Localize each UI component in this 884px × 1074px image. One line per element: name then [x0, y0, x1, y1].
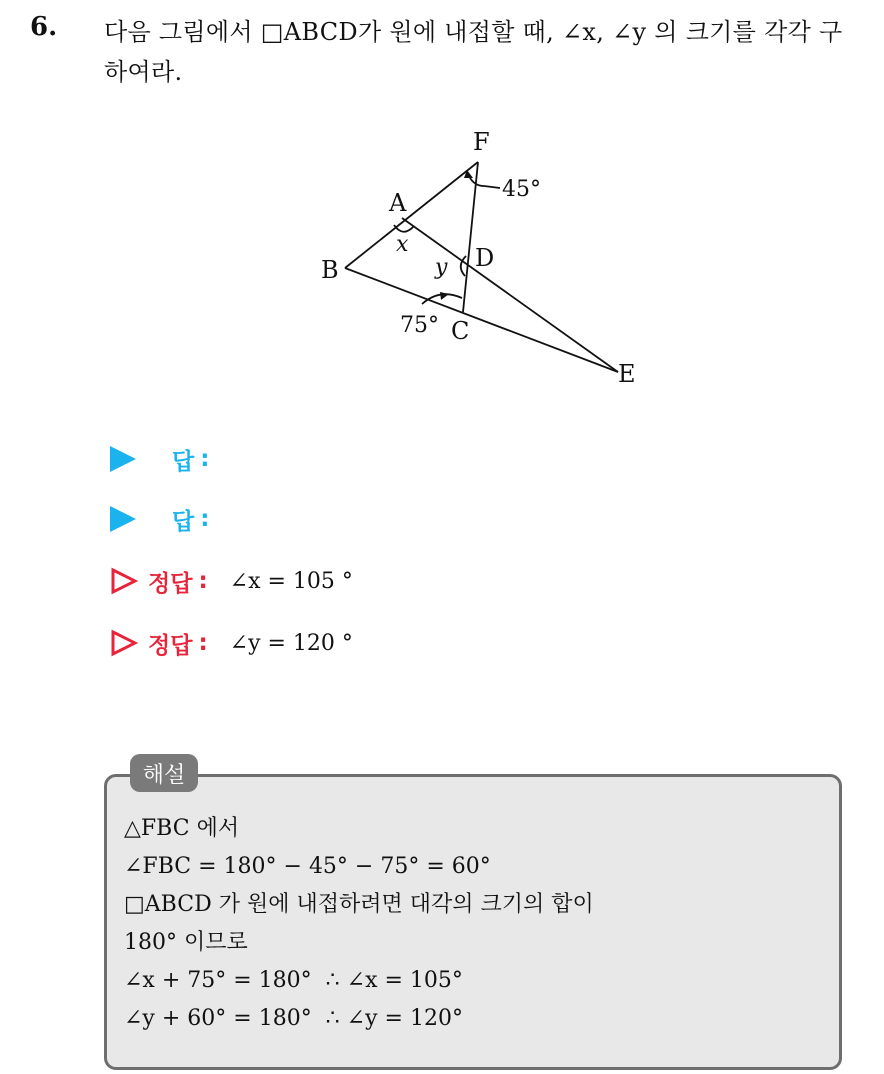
point-label-e: E	[618, 360, 636, 388]
correct-value: ∠y = 120 °	[229, 630, 353, 656]
answer-row-1	[110, 442, 209, 476]
correct-answer-row-2	[110, 626, 353, 660]
correct-triangle-icon	[110, 629, 138, 657]
correct-label: 정답	[148, 570, 193, 597]
solution-line: ∠x + 75° = 180° ∴ ∠x = 105°	[124, 968, 463, 993]
arc-angle-y	[461, 256, 466, 276]
question-line-1: 다음 그림에서 □ABCD가 원에 내접할 때, ∠x, ∠y 의 크기를 각각 구	[104, 18, 843, 46]
answer-label: 답	[172, 508, 195, 535]
point-label-a: A	[389, 189, 407, 217]
answer-colon: :	[200, 446, 210, 472]
line-ae	[402, 218, 618, 372]
leader-45	[484, 186, 500, 188]
geometry-figure	[0, 0, 884, 420]
solution-tag: 해설	[130, 754, 198, 792]
correct-triangle-icon	[110, 567, 138, 595]
answer-colon: :	[200, 506, 210, 532]
arrowhead-c	[440, 292, 449, 300]
question-number: 6.	[30, 12, 58, 42]
line-bf	[345, 162, 478, 268]
line-be	[345, 268, 618, 372]
point-label-b: B	[321, 256, 339, 284]
angle-label-y: y	[435, 255, 448, 280]
answer-label: 답	[172, 448, 195, 475]
solution-line: 180° 이므로	[124, 930, 248, 955]
point-label-f: F	[473, 128, 490, 156]
answer-row-2	[110, 502, 209, 536]
correct-label: 정답	[148, 632, 193, 659]
question-line-2: 하여라.	[104, 58, 183, 86]
solution-line: △FBC 에서	[124, 816, 240, 841]
solution-line: ∠y + 60° = 180° ∴ ∠y = 120°	[124, 1006, 463, 1031]
point-label-d: D	[475, 244, 495, 272]
solution-line: □ABCD 가 원에 내접하려면 대각의 크기의 합이	[124, 892, 594, 917]
point-label-c: C	[451, 317, 470, 345]
correct-answer-row-1	[110, 564, 353, 598]
solution-lines	[124, 810, 594, 1038]
angle-label-45: 45°	[502, 177, 541, 202]
solution-line: ∠FBC = 180° − 45° − 75° = 60°	[124, 854, 491, 879]
angle-label-x: x	[396, 232, 409, 257]
answer-triangle-icon	[110, 446, 136, 472]
correct-colon: :	[198, 630, 208, 656]
angle-label-75: 75°	[400, 313, 439, 338]
correct-colon: :	[198, 568, 208, 594]
answer-triangle-icon	[110, 506, 136, 532]
correct-value: ∠x = 105 °	[229, 568, 353, 594]
